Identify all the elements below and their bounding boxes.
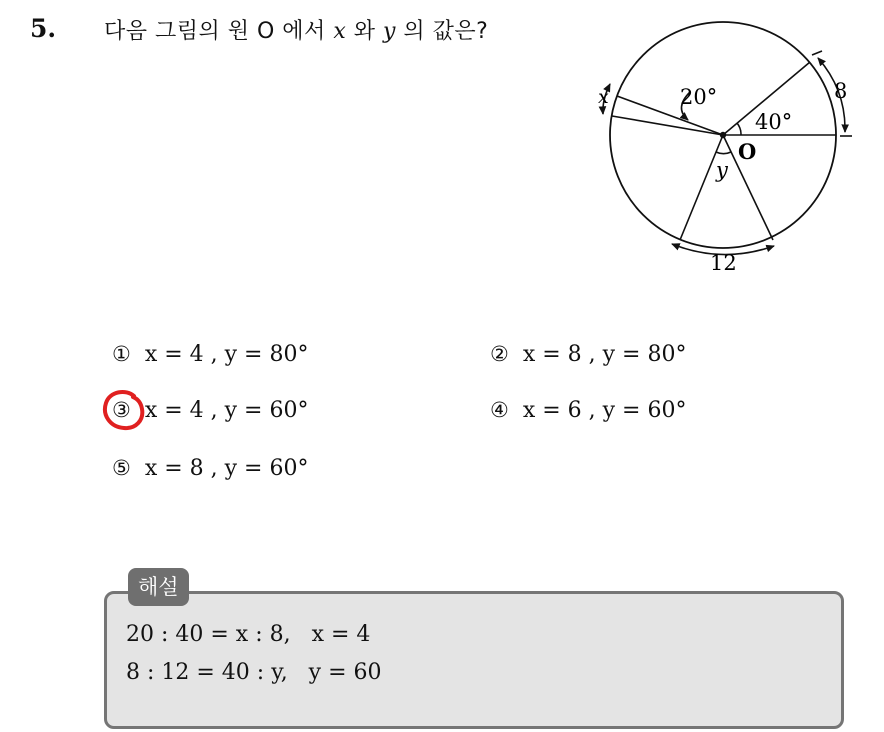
- choice-marker: ①: [112, 342, 131, 366]
- circle-figure: [590, 18, 860, 280]
- choice-text: x = 4 , y = 60°: [144, 398, 309, 423]
- choice-2[interactable]: [490, 342, 686, 367]
- label-arc-12: 12: [710, 251, 737, 275]
- angle-arc-40: [737, 123, 741, 135]
- label-20-degrees: 20°: [680, 85, 718, 109]
- answer-mark-circle: [100, 388, 148, 434]
- variable-y: y: [382, 19, 396, 44]
- label-arc-x: x: [598, 86, 609, 108]
- center-point: [720, 132, 726, 138]
- choice-1[interactable]: [112, 342, 308, 367]
- choice-marker: ⑤: [112, 456, 131, 480]
- choice-4[interactable]: [490, 398, 686, 423]
- question-number: 5.: [30, 14, 57, 43]
- angle-arc-y: [716, 152, 731, 154]
- question-text: [104, 14, 488, 45]
- radius-line: [680, 135, 723, 240]
- choice-text: x = 8 , y = 60°: [144, 456, 309, 481]
- solution-line-1: 20 : 40 = x : 8, x = 4: [126, 622, 371, 647]
- choice-marker: ②: [490, 342, 509, 366]
- solution-label: 해설: [128, 568, 189, 606]
- variable-x: x: [333, 19, 347, 44]
- choice-5[interactable]: [112, 456, 308, 481]
- dimension-tick: [812, 51, 822, 55]
- radius-line: [612, 116, 723, 135]
- choice-text: x = 4 , y = 80°: [144, 342, 309, 367]
- label-arc-8: 8: [834, 79, 848, 103]
- label-center-o: O: [738, 139, 757, 164]
- solution-line-2: 8 : 12 = 40 : y, y = 60: [126, 660, 382, 685]
- choice-marker: ④: [490, 398, 509, 422]
- question-text-part: 다음 그림의 원 O 에서: [104, 19, 334, 44]
- choice-text: x = 8 , y = 80°: [522, 342, 687, 367]
- label-40-degrees: 40°: [755, 110, 793, 134]
- label-angle-y: y: [716, 158, 728, 182]
- choice-marker: ③: [112, 398, 131, 422]
- question-text-part: 의 값은?: [395, 19, 489, 44]
- choice-text: x = 6 , y = 60°: [522, 398, 687, 423]
- question-text-part: 와: [346, 19, 383, 44]
